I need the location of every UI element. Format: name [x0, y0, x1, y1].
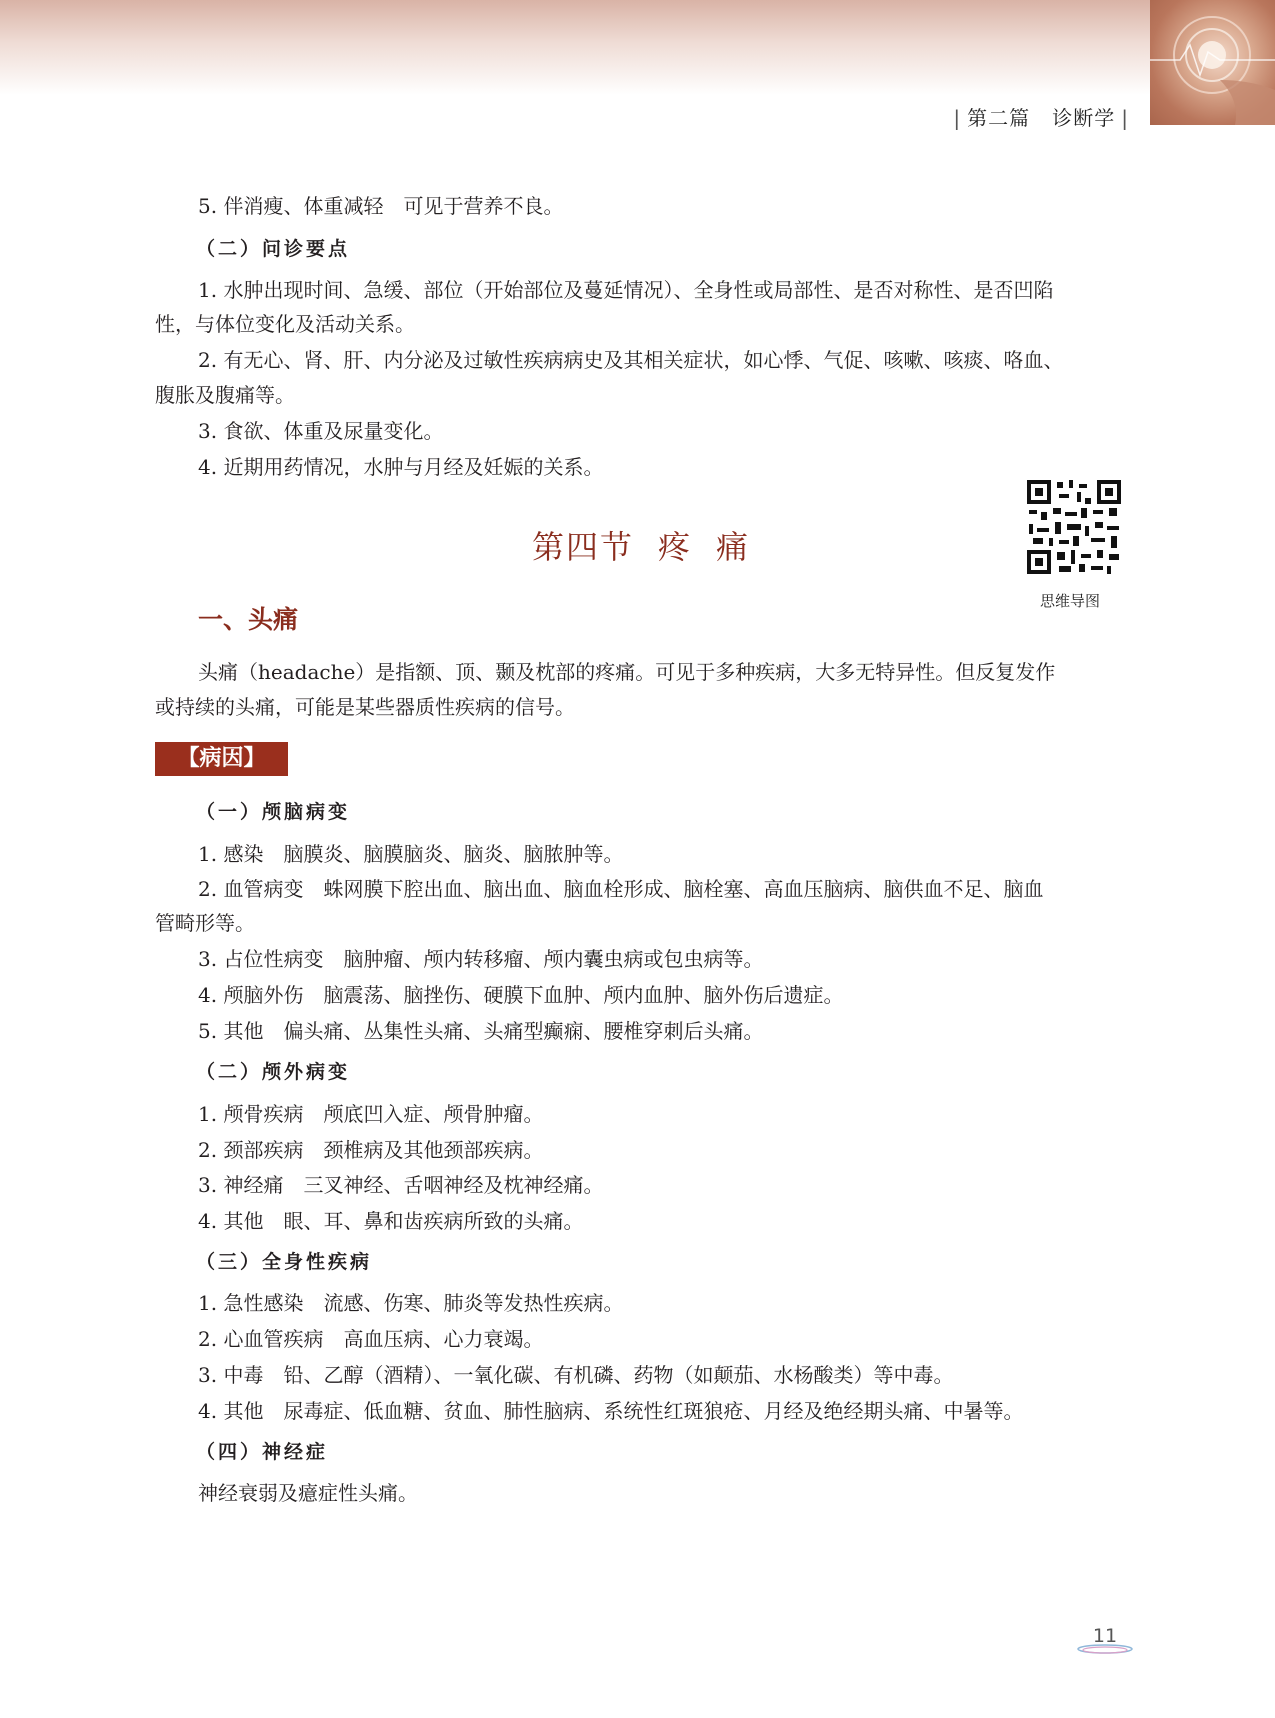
body-line: 或持续的头痛，可能是某些器质性疾病的信号。 [155, 695, 575, 719]
body-line: 性，与体位变化及活动关系。 [155, 312, 415, 336]
running-head-divider: | [953, 106, 962, 130]
running-head-part: 第二篇 [967, 106, 1031, 130]
body-line: 2. 心血管疾病 高血压病、心力衰竭。 [198, 1327, 544, 1351]
running-head [947, 102, 1135, 131]
qr-code-icon[interactable] [1025, 478, 1123, 576]
headache-heading: 一、头痛 [198, 605, 299, 634]
body-line: 3. 食欲、体重及尿量变化。 [198, 419, 444, 443]
running-head-divider: | [1121, 106, 1129, 130]
body-line: 3. 占位性病变 脑肿瘤、颅内转移瘤、颅内囊虫病或包虫病等。 [198, 947, 764, 971]
body-line: 2. 颈部疾病 颈椎病及其他颈部疾病。 [198, 1138, 544, 1162]
body-line: 3. 神经痛 三叉神经、舌咽神经及枕神经痛。 [198, 1173, 604, 1197]
body-line: 2. 有无心、肾、肝、内分泌及过敏性疾病病史及其相关症状，如心悸、气促、咳嗽、咳痰、咯血、 [198, 348, 1064, 372]
etiology-label: 【病因】 [155, 742, 288, 776]
page-number-ornament-icon [1075, 1642, 1135, 1656]
body-line: 1. 感染 脑膜炎、脑膜脑炎、脑炎、脑脓肿等。 [198, 842, 624, 866]
body-line: 4. 其他 尿毒症、低血糖、贫血、肺性脑病、系统性红斑狼疮、月经及绝经期头痛、中暑等。 [198, 1399, 1024, 1423]
body-line: 1. 急性感染 流感、伤寒、肺炎等发热性疾病。 [198, 1291, 624, 1315]
subsection-heading: （二）问诊要点 [196, 238, 351, 260]
body-line: 5. 伴消瘦、体重减轻 可见于营养不良。 [198, 194, 564, 218]
header-band [0, 0, 1150, 95]
body-line: 3. 中毒 铅、乙醇（酒精）、一氧化碳、有机磷、药物（如颠茄、水杨酸类）等中毒。 [198, 1363, 954, 1387]
subsection-heading: （三）全身性疾病 [196, 1251, 373, 1273]
section-title-word-2: 痛 [716, 528, 751, 566]
subsection-heading: （四）神经症 [196, 1441, 329, 1463]
body-line: 管畸形等。 [155, 911, 255, 935]
body-line: 腹胀及腹痛等。 [155, 383, 295, 407]
section-title-word-1: 疼 [658, 528, 693, 566]
body-line: 1. 水肿出现时间、急缓、部位（开始部位及蔓延情况）、全身性或局部性、是否对称性、是否凹陷 [198, 278, 1054, 302]
subsection-heading: （二）颅外病变 [196, 1061, 351, 1083]
body-line: 1. 颅骨疾病 颅底凹入症、颅骨肿瘤。 [198, 1102, 544, 1126]
stethoscope-illustration [1150, 0, 1275, 125]
body-line: 头痛（headache）是指额、顶、颞及枕部的疼痛。可见于多种疾病，大多无特异性。但反复发作 [198, 660, 1056, 684]
section-title [532, 522, 750, 568]
body-line: 2. 血管病变 蛛网膜下腔出血、脑出血、脑血栓形成、脑栓塞、高血压脑病、脑供血不足、脑血 [198, 877, 1044, 901]
body-line: 5. 其他 偏头痛、丛集性头痛、头痛型癫痫、腰椎穿刺后头痛。 [198, 1019, 764, 1043]
body-line: 4. 近期用药情况，水肿与月经及妊娠的关系。 [198, 455, 604, 479]
section-title-number: 第四节 [532, 528, 635, 566]
body-line: 神经衰弱及癔症性头痛。 [198, 1481, 418, 1505]
subsection-heading: （一）颅脑病变 [196, 801, 351, 823]
running-head-subject: 诊断学 [1052, 106, 1116, 130]
body-line: 4. 其他 眼、耳、鼻和齿疾病所致的头痛。 [198, 1209, 584, 1233]
body-line: 4. 颅脑外伤 脑震荡、脑挫伤、硬膜下血肿、颅内血肿、脑外伤后遗症。 [198, 983, 844, 1007]
page-number: 11 [1092, 1625, 1118, 1647]
qr-label: 思维导图 [1040, 592, 1101, 610]
